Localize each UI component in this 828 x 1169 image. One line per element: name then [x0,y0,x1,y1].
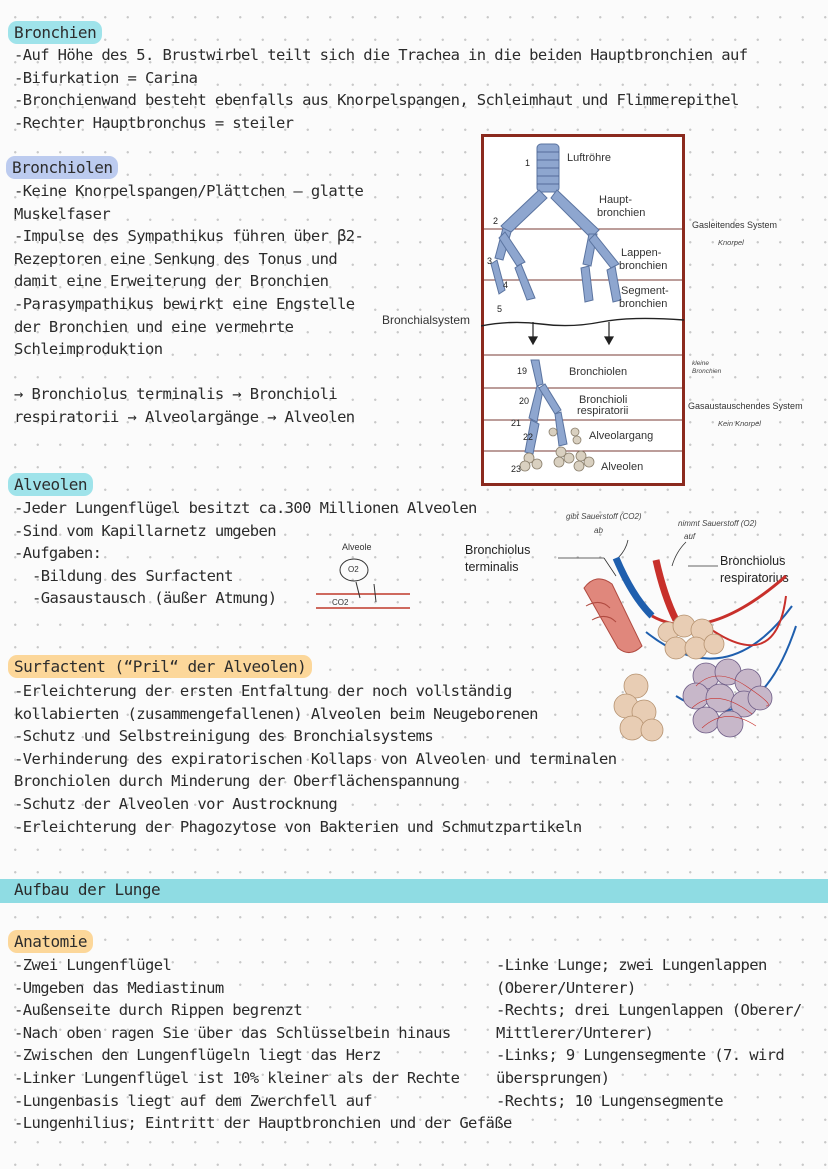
text-line: -Lungenhilius; Eintritt der Hauptbronchien und der Gefäße [14,1114,512,1133]
note-nimmt-sauerstoff: nimmt Sauerstoff (O2) [678,519,757,528]
surfactent-text [14,680,617,838]
figure-number: 5 [497,304,503,314]
text-line: Bronchiolen durch Minderung der Oberflächenspannung [14,772,460,791]
text-line: -Aufgaben: [14,544,102,563]
label-segmentbronchien: bronchien [619,298,668,310]
figure-number: 22 [523,432,534,442]
figure-number: 21 [511,418,522,428]
bronchien-text [14,44,747,134]
text-line: Muskelfaser [14,204,111,223]
text-line: (Oberer/Unterer) [496,978,636,997]
text-line: -Umgeben das Mediastinum [14,978,224,997]
text-line: -Rechts; 10 Lungensegmente [496,1091,724,1110]
figure-number: 19 [517,366,528,376]
text-line: damit eine Erweiterung der Bronchien [14,272,329,291]
text-line: -Sind vom Kapillarnetz umgeben [14,521,276,540]
text-line: -Keine Knorpelspangen/Plättchen – glatte [14,182,364,200]
text-line: -Zwischen den Lungenflügeln liegt das Herz [14,1046,381,1065]
text-line: -Linker Lungenflügel ist 10% kleiner als der Rechte [14,1068,460,1087]
text-line: -Außenseite durch Rippen begrenzt [14,1001,303,1020]
label-alveolargang: Alveolargang [589,430,654,442]
anatomie-left-text [14,954,512,1135]
label-luftroehre: Luftröhre [567,152,612,164]
note-knorpel: Knorpel [718,238,744,247]
text-line: der Bronchien und eine vermehrte [14,317,294,336]
label-bronchiolus-terminalis-2: terminalis [465,560,519,574]
bronchiolen-text [14,180,363,429]
sketch-label-o2: O2 [348,565,359,574]
note-kleine: kleine [692,360,709,367]
text-line: -Bronchienwand besteht ebenfalls aus Knorpelspangen, Schleimhaut und Flimmerepithel [14,91,739,110]
heading-bronchiolen: Bronchiolen [6,156,118,179]
text-line: -Gasaustausch (äußer Atmung) [32,589,277,608]
figure-number: 1 [525,158,531,168]
figure-number: 4 [503,280,509,290]
label-bronchioli: Bronchioli [579,394,628,406]
text-line: -Rechter Hauptbronchus = steiler [14,113,294,132]
text-line-blank [14,361,363,384]
bronchial-tree-illustration [481,134,685,486]
text-line: respiratorii → Alveolargänge → Alveolen [14,407,355,426]
text-line: -Schutz und Selbstreinigung des Bronchialsystems [14,727,434,746]
text-line: -Linke Lunge; zwei Lungenlappen [496,956,767,974]
heading-anatomie: Anatomie [8,930,93,953]
text-line: -Jeder Lungenflügel besitzt ca.300 Millionen Alveolen [14,499,477,517]
text-line: -Erleichterung der ersten Entfaltung der noch vollständig [14,682,512,700]
text-line: → Bronchiolus terminalis → Bronchioli [14,385,338,404]
heading-bronchien: Bronchien [8,21,102,44]
text-line: -Bildung des Surfactent [32,566,233,585]
note-bronchien-small: Bronchien [692,368,722,375]
bronchialsystem-label: Bronchialsystem [382,313,471,327]
figure-number: 3 [487,256,493,266]
text-line: -Lungenbasis liegt auf dem Zwerchfell auf [14,1091,373,1110]
label-bronchiolen: Bronchiolen [569,366,628,378]
label-alveolen: Alveolen [601,461,644,473]
label-haupt: Haupt- [599,194,633,206]
label-bronchiolus-respiratorius-2: respiratorius [720,571,789,585]
note-gibt-ab: ab [594,526,603,535]
text-line: -Impulse des Sympathikus führen über β2- [14,227,364,246]
text-line: -Parasympathikus bewirkt eine Engstelle [14,294,355,313]
heading-alveolen: Alveolen [8,473,93,496]
label-bronchiolus-terminalis-1: Bronchiolus [465,543,531,557]
label-lappen: Lappen- [621,247,662,259]
label-segment: Segment- [621,285,669,297]
heading-surfactent: Surfactent (“Pril“ der Alveolen) [8,655,312,678]
text-line: -Nach oben ragen Sie über das Schlüsselbein hinaus [14,1023,451,1042]
label-respiratorii: respiratorii [577,405,629,417]
section-banner-aufbau [0,879,828,903]
note-gibt-sauerstoff: gibt Sauerstoff (CO2) [566,512,642,521]
figure-number: 23 [511,464,522,474]
sketch-label-co2: CO2 [332,598,349,607]
figure-number: 20 [519,396,530,406]
note-gasleitend: Gasleitendes System [692,220,778,230]
text-line: -Schutz der Alveolen vor Austrocknung [14,794,338,813]
label-hauptbronchien: bronchien [597,207,646,219]
alveole-sketch [316,536,412,616]
note-gasaustausch: Gasaustauschendes System [688,401,803,411]
sketch-label-alveole: Alveole [342,542,372,552]
text-line: kollabierten (zusammengefallenen) Alveolen beim Neugeborenen [14,704,538,723]
label-lappenbronchien: bronchien [619,260,668,272]
note-kein-knorpel: Kein Knorpel [718,419,761,428]
text-line: -Auf Höhe des 5. Brustwirbel teilt sich die Trachea in die beiden Hauptbronchien auf [14,46,748,64]
text-line: -Links; 9 Lungensegmente (7. wird [496,1046,785,1065]
text-line: übersprungen) [496,1068,610,1087]
figure-number: 2 [493,216,499,226]
label-bronchiolus-respiratorius-1: Bronchiolus [720,554,786,568]
text-line: -Erleichterung der Phagozytose von Bakterien und Schmutzpartikeln [14,817,582,836]
note-nimmt-auf: auf [684,532,696,541]
text-line: -Rechts; drei Lungenlappen (Oberer/ [496,1001,802,1020]
text-line: Schleimproduktion [14,340,163,359]
bronchial-tree-figure [481,134,685,486]
anatomie-right-text [496,954,802,1112]
banner-title: Aufbau der Lunge [14,880,161,899]
text-line: Mittlerer/Unterer) [496,1023,654,1042]
text-line: -Bifurkation = Carina [14,68,198,87]
text-line: -Zwei Lungenflügel [14,956,172,974]
text-line: Rezeptoren eine Senkung des Tonus und [14,249,338,268]
text-line: -Verhinderung des expiratorischen Kollaps von Alveolen und terminalen [14,749,617,768]
